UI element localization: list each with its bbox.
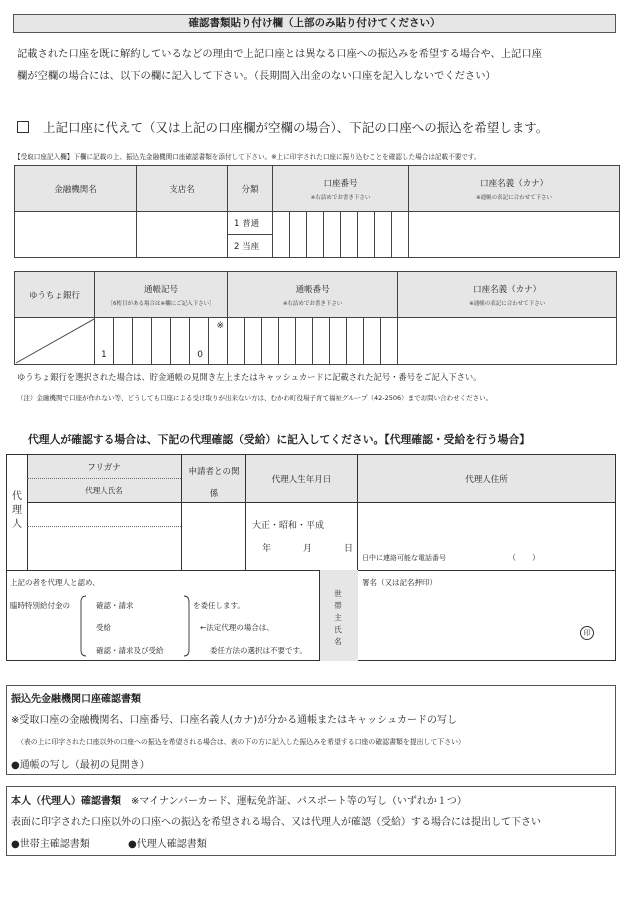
- identity-doc-title-row: [11, 792, 467, 807]
- number-digit-2[interactable]: [245, 318, 262, 365]
- identity-doc-title: 本人（代理人）確認書類: [11, 796, 121, 807]
- number-digit-7[interactable]: [330, 318, 347, 365]
- delegation-line-1: 上記の者を代理人と認め、: [10, 578, 100, 587]
- proxy-heading: [28, 432, 530, 447]
- number-digit-4[interactable]: [279, 318, 296, 365]
- relation-label: 申請者との関係: [188, 467, 240, 499]
- account-digit-4[interactable]: [324, 212, 341, 258]
- yucho-account-table: [14, 271, 617, 365]
- identity-doc-item-2: ●代理人確認書類: [128, 839, 207, 850]
- symbol-digit-1[interactable]: 1: [95, 318, 114, 365]
- branch-name-field[interactable]: [137, 212, 228, 258]
- yucho-bank-label: ゆうちょ銀行: [15, 272, 95, 318]
- account-digit-5[interactable]: [341, 212, 358, 258]
- number-digit-9[interactable]: [364, 318, 381, 365]
- bank-account-table: [14, 165, 620, 258]
- address-label: 代理人住所: [465, 475, 508, 485]
- delegation-suffix-2: ←法定代理の場合は、: [200, 623, 274, 632]
- diagonal-line: [15, 318, 95, 364]
- signature-label: 署名（又は記名押印）: [362, 578, 437, 587]
- number-digit-10[interactable]: [381, 318, 398, 365]
- number-digit-5[interactable]: [296, 318, 313, 365]
- inquiry-note: （注）金融機関で口座が作れない等、どうしても口座による受け取りが出来ない方は、むかわ町役場子育て福祉グループ（42-2506）までお問い合わせください。: [17, 394, 493, 402]
- phone-label: 日中に連絡可能な電話番号: [362, 554, 446, 562]
- number-digit-1[interactable]: [228, 318, 245, 365]
- account-digit-8[interactable]: [392, 212, 409, 258]
- symbol-digit-5[interactable]: [171, 318, 190, 365]
- furigana-label: フリガナ: [87, 463, 121, 473]
- paste-area-title: 確認書類貼り付け欄（上部のみ貼り付けてください）: [188, 17, 441, 29]
- furigana-divider: [27, 478, 181, 479]
- number-digit-8[interactable]: [347, 318, 364, 365]
- year-label: 年: [262, 544, 272, 554]
- era-options[interactable]: 大正・昭和・平成: [252, 521, 325, 531]
- yucho-holder-field[interactable]: [398, 318, 617, 365]
- bank-doc-title: 振込先金融機関口座確認書類: [11, 694, 141, 705]
- account-digit-7[interactable]: [375, 212, 392, 258]
- bank-name-header: 金融機関名: [15, 166, 137, 212]
- relation-field[interactable]: [182, 503, 245, 569]
- type-checking-option[interactable]: 2 当座: [228, 235, 273, 258]
- identity-doc-line-1: 表面に印字された口座以外の口座への振込を希望される場合、又は代理人が確認（受給）する場合には提出して下さい: [11, 817, 541, 828]
- symbol-digit-2[interactable]: [114, 318, 133, 365]
- divider-h2: [6, 570, 616, 571]
- seal-mark: 印: [580, 626, 594, 640]
- delegate-confirm-request-option[interactable]: 確認・請求: [96, 601, 134, 610]
- birthdate-label: 代理人生年月日: [271, 475, 332, 485]
- number-digit-3[interactable]: [262, 318, 279, 365]
- address-field[interactable]: [358, 503, 615, 548]
- intro-line-1: 記載された口座を既に解約しているなどの理由で上記口座とは異なる口座への振込みを希望する場合や、上記口座: [17, 48, 542, 60]
- yucho-diagonal-cell: [15, 318, 95, 365]
- bank-doc-item: ●通帳の写し（最初の見開き）: [11, 760, 150, 771]
- symbol-digit-4[interactable]: [152, 318, 171, 365]
- identity-doc-note: ※マイナンバーカード、運転免許証、パスポート等の写し（いずれか１つ）: [131, 796, 467, 807]
- bank-doc-line-1: ※受取口座の金融機関名、口座番号、口座名義人(カナ)が分かる通帳またはキャッシュカードの写し: [11, 715, 457, 726]
- delegation-suffix-3: 委任方法の選択は不要です。: [210, 646, 307, 655]
- receiving-account-note: 【受取口座記入欄】下欄に記載の上、振込先金融機関口座確認書類を添付して下さい。※上に印字された口座に振り込むことを確認した場合は記載不要です。: [14, 153, 481, 161]
- alt-account-option[interactable]: [17, 118, 548, 136]
- symbol-digit-extra[interactable]: ※: [209, 318, 228, 365]
- proxy-heading-main: 代理人が確認する場合は、下記の代理確認（受給）に記入してください。: [28, 433, 385, 446]
- account-digit-1[interactable]: [273, 212, 290, 258]
- passbook-number-header: 通帳番号 ※右詰めでお書き下さい: [228, 272, 398, 318]
- number-digit-6[interactable]: [313, 318, 330, 365]
- account-digit-6[interactable]: [358, 212, 375, 258]
- bank-name-field[interactable]: [15, 212, 137, 258]
- proxy-heading-note: 【代理確認・受給を行う場合】: [384, 433, 531, 446]
- account-type-header: 分類: [228, 166, 273, 212]
- delegation-suffix-1: を委任します。: [193, 601, 245, 610]
- alt-account-option-label: 上記口座に代えて（又は上記の口座欄が空欄の場合）、下記の口座への振込を希望します。: [43, 120, 549, 135]
- proxy-side-label: 代理人: [12, 491, 22, 530]
- delegation-prefix: 臨時特別給付金の: [10, 601, 70, 610]
- identity-doc-item-1: ●世帯主確認書類: [11, 839, 90, 850]
- paste-area-header: [13, 14, 616, 33]
- intro-line-2: 欄が空欄の場合には、以下の欄に記入して下さい。（長期間入出金のない口座を記入しないでください）: [17, 70, 496, 82]
- month-label: 月: [303, 544, 313, 554]
- account-holder-field[interactable]: [409, 212, 620, 258]
- account-holder-header: 口座名義（カナ） ※通帳の表記に合わせて下さい: [409, 166, 620, 212]
- account-digit-3[interactable]: [307, 212, 324, 258]
- type-ordinary-option[interactable]: 1 普通: [228, 212, 273, 235]
- account-digit-2[interactable]: [290, 212, 307, 258]
- bank-doc-line-2: （表の上に印字された口座以外の口座への振込を希望される場合は、表の下の方に記入した振込みを希望する口座の確認書類を提出して下さい）: [17, 738, 465, 746]
- head-of-household-label: 世帯主氏名: [334, 589, 342, 646]
- proxy-name-label: 代理人氏名: [85, 486, 123, 495]
- passbook-symbol-header: 通帳記号 ［6桁目がある場合は※欄にご記入下さい］: [95, 272, 228, 318]
- proxy-name-field[interactable]: [28, 527, 181, 569]
- symbol-digit-3[interactable]: [133, 318, 152, 365]
- delegate-receive-option[interactable]: 受給: [96, 623, 111, 632]
- yucho-holder-header: 口座名義（カナ） ※通帳の表記に合わせて下さい: [398, 272, 617, 318]
- yucho-note: ゆうちょ銀行を選択された場合は、貯金通帳の見開き左上またはキャッシュカードに記載された記号・番号をご記入下さい。: [17, 372, 482, 382]
- day-label: 日: [344, 544, 354, 554]
- branch-name-header: 支店名: [137, 166, 228, 212]
- delegate-all-option[interactable]: 確認・請求及び受給: [96, 646, 164, 655]
- proxy-furigana-field[interactable]: [28, 503, 181, 526]
- phone-field[interactable]: （ ）: [508, 553, 540, 562]
- signature-field[interactable]: [358, 592, 615, 660]
- symbol-digit-6[interactable]: 0: [190, 318, 209, 365]
- account-number-header: 口座番号 ※右詰めでお書き下さい: [273, 166, 409, 212]
- alt-account-checkbox[interactable]: [17, 121, 29, 133]
